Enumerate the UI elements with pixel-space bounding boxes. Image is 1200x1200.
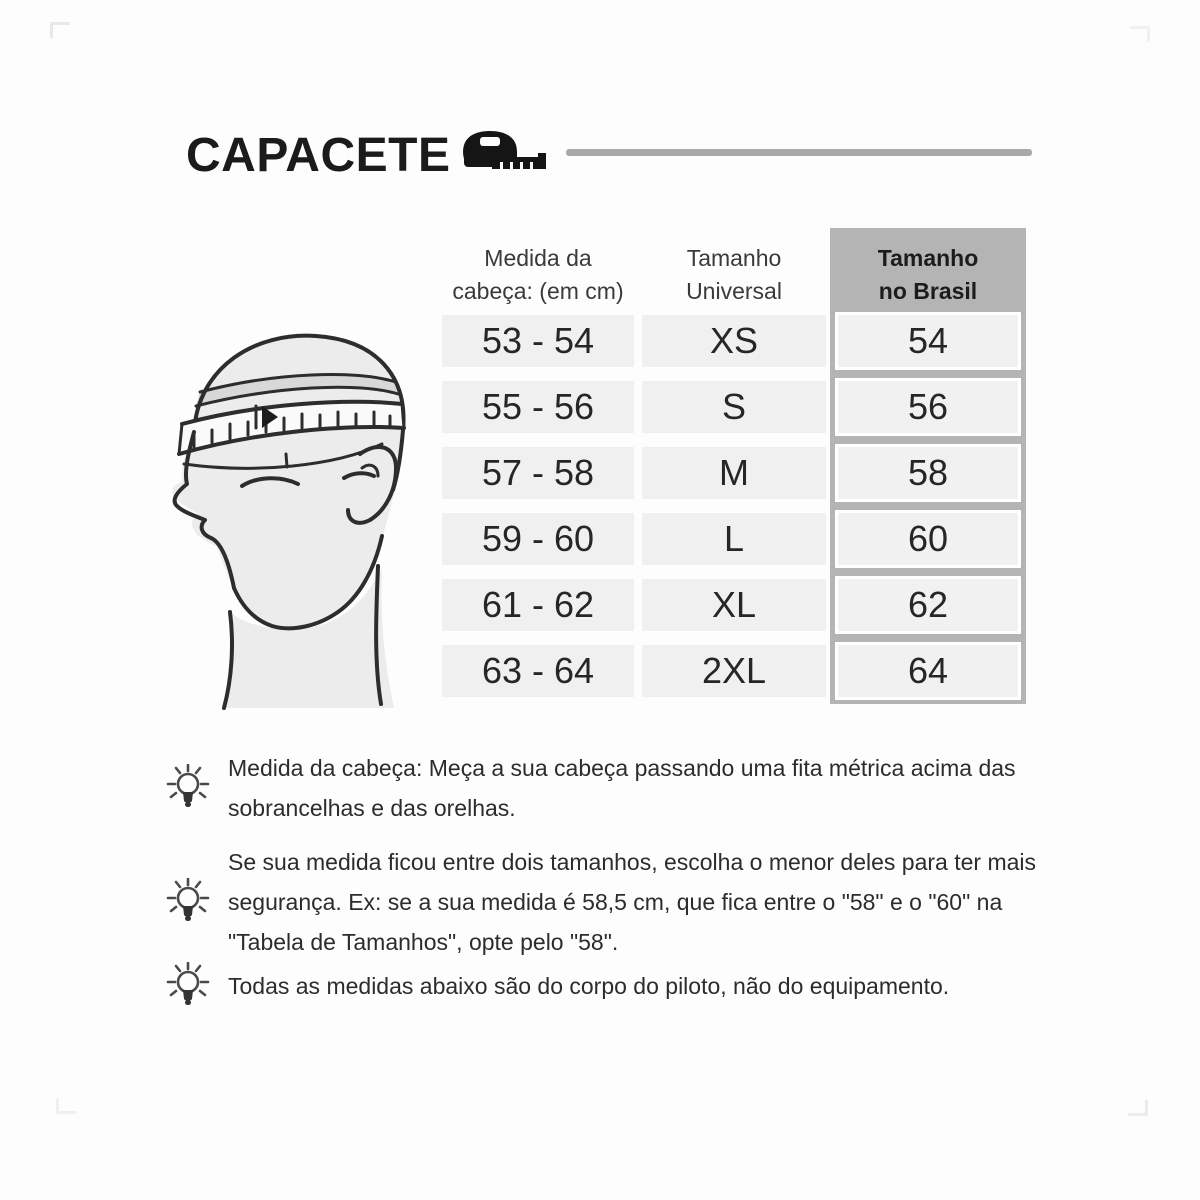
table-cell-universal: M (642, 447, 826, 499)
note-text: Todas as medidas abaixo são do corpo do piloto, não do equipamento. (228, 973, 950, 999)
table-cell-universal: L (642, 513, 826, 565)
table-cell-brazil: 60 (835, 510, 1021, 568)
table-cell-brazil: 56 (835, 378, 1021, 436)
table-cell-brazil: 64 (835, 642, 1021, 700)
column-header-line: Medida da (484, 245, 592, 271)
column-header-head-measurement (442, 228, 634, 312)
scan-corner-mark (56, 1098, 76, 1114)
table-cell-universal: 2XL (642, 645, 826, 697)
table-cell-brazil: 54 (835, 312, 1021, 370)
table-cell-brazil: 62 (835, 576, 1021, 634)
table-cell-head_cm: 59 - 60 (442, 513, 634, 565)
lightbulb-icon (166, 962, 210, 1010)
table-cell-universal: S (642, 381, 826, 433)
note-text: Se sua medida ficou entre dois tamanhos, escolha o menor deles para ter mais segurança. Ex: se a sua medida é 58,5 cm, que fica entre o "58" e o "60" na "Tabela de Tamanhos", opte pelo "58". (228, 849, 1036, 955)
column-header-line: cabeça: (em cm) (452, 278, 624, 304)
table-cell-head_cm: 57 - 58 (442, 447, 634, 499)
note-item (166, 962, 1076, 1010)
measuring-tape-icon (462, 131, 546, 179)
table-cell-head_cm: 55 - 56 (442, 381, 634, 433)
header-divider-line (566, 149, 1032, 156)
table-cell-head_cm: 53 - 54 (442, 315, 634, 367)
table-cell-head_cm: 61 - 62 (442, 579, 634, 631)
note-text: Medida da cabeça: Meça a sua cabeça passando uma fita métrica acima das sobrancelhas e das orelhas. (228, 755, 1016, 821)
note-item (166, 842, 1076, 962)
page-title: CAPACETE (186, 129, 451, 182)
table-cell-head_cm: 63 - 64 (442, 645, 634, 697)
scan-corner-mark (1130, 26, 1150, 42)
scan-corner-mark (1128, 1100, 1148, 1116)
column-header-line: Universal (686, 278, 782, 304)
column-header-brazil-size (830, 228, 1026, 312)
table-cell-brazil: 58 (835, 444, 1021, 502)
note-item (166, 748, 1076, 828)
head-measurement-illustration (146, 314, 452, 712)
scan-corner-mark (50, 22, 70, 38)
column-header-line: no Brasil (878, 278, 978, 304)
table-cell-universal: XS (642, 315, 826, 367)
column-header-universal-size (642, 228, 826, 312)
table-column-brazil-size (830, 228, 1026, 704)
column-header-line: Tamanho (686, 245, 782, 271)
lightbulb-icon (166, 878, 210, 926)
table-cell-universal: XL (642, 579, 826, 631)
column-header-line: Tamanho (877, 245, 979, 271)
lightbulb-icon (166, 764, 210, 812)
